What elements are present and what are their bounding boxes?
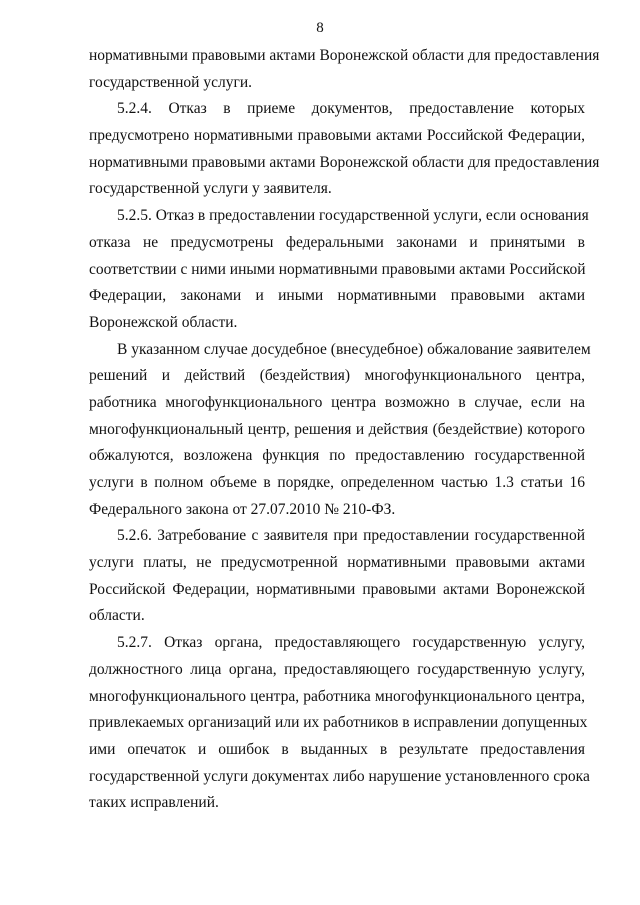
text-line: отказа не предусмотрены федеральными законами и принятыми в (89, 233, 585, 251)
text-line: 5.2.7. Отказ органа, предоставляющего государственную услугу, (117, 634, 585, 652)
text-line: нормативными правовыми актами Воронежской области для предоставления (89, 47, 600, 64)
text-line: государственной услуги документах либо нарушение установленного срока (89, 767, 590, 785)
text-line: многофункционального центра, работника многофункционального центра, (89, 687, 585, 705)
text-line: решений и действий (бездействия) многофункционального центра, (89, 367, 585, 385)
text-line: 5.2.5. Отказ в предоставлении государственной услуги, если основания (117, 207, 589, 225)
text-line: соответствии с ними иными нормативными правовыми актами Российской (89, 260, 586, 278)
text-line: привлекаемых организаций или их работников в исправлении допущенных (89, 714, 588, 732)
text-line: государственной услуги у заявителя. (89, 180, 332, 198)
paragraph-continuation (89, 43, 600, 96)
text-line: Федерального закона от 27.07.2010 № 210-ФЗ. (89, 500, 396, 518)
text-line: 5.2.6. Затребование с заявителя при предоставлении государственной (117, 527, 585, 545)
text-line: обжалуются, возложена функция по предоставлению государственной (89, 447, 585, 465)
text-line: должностного лица органа, предоставляющего государственную услугу, (89, 660, 585, 678)
text-line: Российской Федерации, нормативными правовыми актами Воронежской (89, 580, 585, 598)
paragraph-5-2-7 (89, 630, 590, 817)
text-line: Воронежской области. (89, 313, 238, 331)
text-line: таких исправлений. (89, 794, 219, 812)
paragraph-5-2-6 (89, 523, 585, 630)
page-number: 8 (316, 20, 324, 36)
text-line: предусмотрено нормативными правовыми актами Российской Федерации, (89, 127, 585, 145)
paragraph-5-2-4 (89, 96, 600, 203)
text-line: В указанном случае досудебное (внесудебное) обжалование заявителем (117, 340, 591, 358)
text-line: услуги платы, не предусмотренной нормативными правовыми актами (89, 554, 585, 572)
text-line: Федерации, законами и иными нормативными правовыми актами (89, 287, 585, 305)
text-line: ими опечаток и ошибок в выданных в результате предоставления (89, 740, 585, 758)
text-line: 5.2.4. Отказ в приеме документов, предоставление которых (117, 100, 585, 118)
text-line: государственной услуги. (89, 73, 252, 91)
text-line: области. (89, 607, 145, 625)
text-line: услуги в полном объеме в порядке, определенном частью 1.3 статьи 16 (89, 474, 585, 491)
document-body (89, 43, 600, 817)
text-line: нормативными правовыми актами Воронежской области для предоставления (89, 153, 600, 171)
text-line: работника многофункционального центра возможно в случае, если на (89, 393, 585, 411)
paragraph-note (89, 337, 591, 524)
text-line: многофункциональный центр, решения и действия (бездействие) которого (89, 420, 585, 438)
paragraph-5-2-5 (89, 203, 589, 336)
